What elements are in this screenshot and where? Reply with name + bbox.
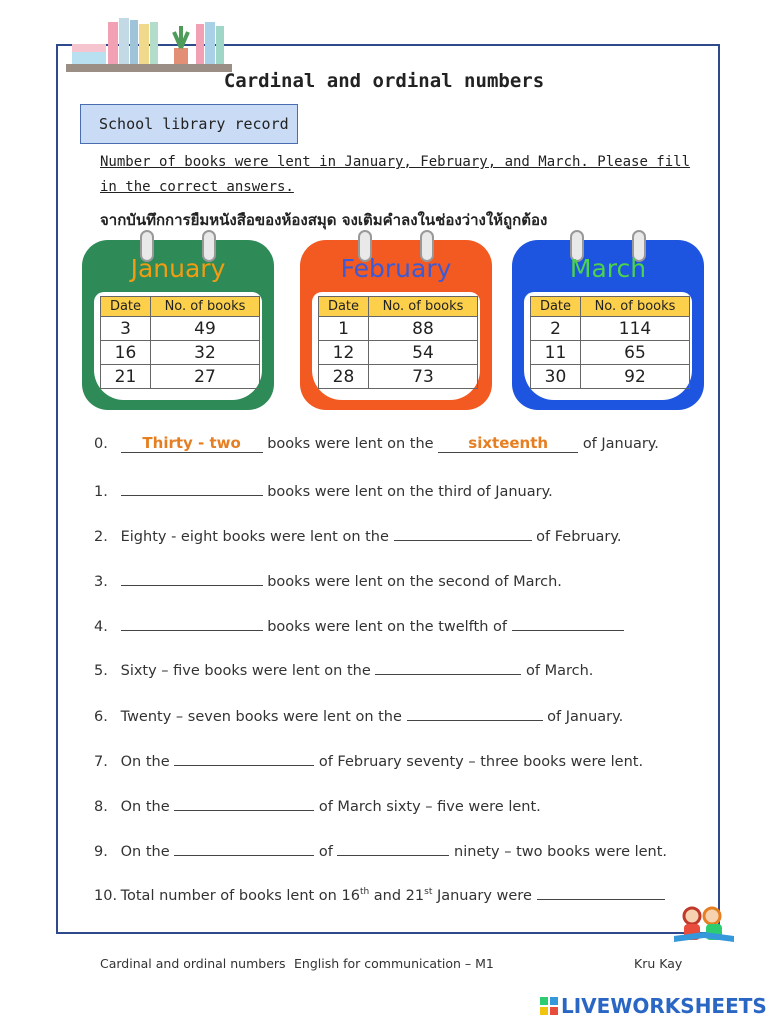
answer-blank[interactable] <box>337 842 449 856</box>
question-text: On the <box>120 844 170 860</box>
date-cell: 12 <box>319 341 369 365</box>
question-number: 3. <box>94 574 108 590</box>
calendar-february <box>300 240 492 410</box>
table-row <box>319 317 478 341</box>
question-text: books were lent on the second of March. <box>267 574 562 590</box>
footer-author: Kru Kay <box>634 956 683 971</box>
books-cell: 65 <box>581 341 690 365</box>
answer-field-example: Thirty - two <box>121 434 263 453</box>
question-text: books were lent on the <box>267 436 434 452</box>
answer-blank[interactable] <box>394 527 532 541</box>
calendar-month-title: January <box>130 254 226 283</box>
question-7 <box>94 752 714 770</box>
question-9 <box>94 842 714 860</box>
table-row <box>101 317 260 341</box>
answer-blank[interactable] <box>537 886 665 900</box>
date-cell: 30 <box>531 365 581 389</box>
calendar-month-title: March <box>569 254 647 283</box>
question-6 <box>94 707 714 725</box>
calendar-table <box>100 296 260 389</box>
question-text: of February. <box>536 529 622 545</box>
column-header-date: Date <box>531 297 581 317</box>
question-text: of <box>318 844 333 860</box>
question-8 <box>94 797 714 815</box>
question-3 <box>94 572 714 590</box>
question-text: of March. <box>525 663 594 679</box>
column-header-date: Date <box>319 297 369 317</box>
column-header-books: No. of books <box>581 297 690 317</box>
answer-blank[interactable] <box>121 617 263 631</box>
question-number: 0. <box>94 436 108 452</box>
answer-field-example: sixteenth <box>438 434 578 453</box>
table-row <box>531 341 690 365</box>
books-cell: 73 <box>369 365 478 389</box>
date-cell: 3 <box>101 317 151 341</box>
calendar-table <box>318 296 478 389</box>
question-number: 8. <box>94 799 108 815</box>
question-number: 7. <box>94 754 108 770</box>
question-text: and 21 <box>373 888 425 904</box>
answer-blank[interactable] <box>375 661 521 675</box>
ordinal-suffix: th <box>359 887 370 898</box>
calendar-body <box>312 292 480 400</box>
books-cell: 54 <box>369 341 478 365</box>
question-text: Total number of books lent on 16 <box>120 888 360 904</box>
answer-blank[interactable] <box>121 572 263 586</box>
answer-blank[interactable] <box>174 842 314 856</box>
question-number: 5. <box>94 663 108 679</box>
answer-blank[interactable] <box>121 482 263 496</box>
date-cell: 2 <box>531 317 581 341</box>
question-text: January were <box>436 888 532 904</box>
books-cell: 32 <box>151 341 260 365</box>
date-cell: 11 <box>531 341 581 365</box>
answer-blank[interactable] <box>407 707 543 721</box>
calendar-body <box>524 292 692 400</box>
question-1 <box>94 482 714 500</box>
instruction-english: Number of books were lent in January, February, and March. Please fill in the correct answers. <box>100 154 691 195</box>
question-4 <box>94 617 714 635</box>
question-text: of February seventy – three books were lent. <box>318 754 644 770</box>
ordinal-suffix: st <box>424 887 433 898</box>
books-cell: 92 <box>581 365 690 389</box>
books-cell: 27 <box>151 365 260 389</box>
record-label-box: School library record <box>80 104 298 144</box>
children-reading-illustration <box>660 902 748 952</box>
answer-blank[interactable] <box>512 617 624 631</box>
table-row <box>319 365 478 389</box>
page-title: Cardinal and ordinal numbers <box>223 70 545 92</box>
table-row <box>531 365 690 389</box>
question-10 <box>94 886 714 904</box>
question-number: 9. <box>94 844 108 860</box>
question-text: On the <box>120 754 170 770</box>
table-row <box>101 365 260 389</box>
footer-title: Cardinal and ordinal numbers <box>100 956 286 971</box>
books-cell: 49 <box>151 317 260 341</box>
liveworksheets-logo[interactable] <box>540 994 768 1018</box>
question-text: Twenty – seven books were lent on the <box>120 709 402 725</box>
question-text: of January. <box>582 436 659 452</box>
footer-subject: English for communication – M1 <box>294 956 494 971</box>
books-cell: 114 <box>581 317 690 341</box>
date-cell: 16 <box>101 341 151 365</box>
bookshelf-illustration <box>66 14 232 76</box>
table-row <box>531 317 690 341</box>
question-number: 10. <box>94 888 118 904</box>
question-text: ninety – two books were lent. <box>454 844 668 860</box>
question-text: of March sixty – five were lent. <box>318 799 541 815</box>
question-number: 4. <box>94 619 108 635</box>
question-text: books were lent on the third of January. <box>267 484 553 500</box>
table-row <box>319 341 478 365</box>
question-text: books were lent on the twelfth of <box>267 619 507 635</box>
calendar-month-title: February <box>340 254 452 283</box>
question-text: of January. <box>547 709 624 725</box>
question-text: Sixty – five books were lent on the <box>120 663 371 679</box>
calendar-march <box>512 240 704 410</box>
date-cell: 28 <box>319 365 369 389</box>
date-cell: 1 <box>319 317 369 341</box>
question-0 <box>94 434 714 453</box>
answer-blank[interactable] <box>174 797 314 811</box>
column-header-books: No. of books <box>151 297 260 317</box>
date-cell: 21 <box>101 365 151 389</box>
question-text: Eighty - eight books were lent on the <box>120 529 389 545</box>
question-number: 2. <box>94 529 108 545</box>
calendar-table <box>530 296 690 389</box>
question-2 <box>94 527 714 545</box>
books-cell: 88 <box>369 317 478 341</box>
calendar-body <box>94 292 262 400</box>
question-number: 1. <box>94 484 108 500</box>
calendar-january <box>82 240 274 410</box>
instruction-thai: จากบันทึกการยืมหนังสือของห้องสมุด จงเติมคำลงในช่องว่างให้ถูกต้อง <box>100 211 548 229</box>
column-header-books: No. of books <box>369 297 478 317</box>
question-number: 6. <box>94 709 108 725</box>
answer-blank[interactable] <box>174 752 314 766</box>
liveworksheets-icon <box>540 997 558 1015</box>
question-text: On the <box>120 799 170 815</box>
question-5 <box>94 661 714 679</box>
column-header-date: Date <box>101 297 151 317</box>
table-row <box>101 341 260 365</box>
brand-name: LIVEWORKSHEETS <box>561 994 767 1018</box>
